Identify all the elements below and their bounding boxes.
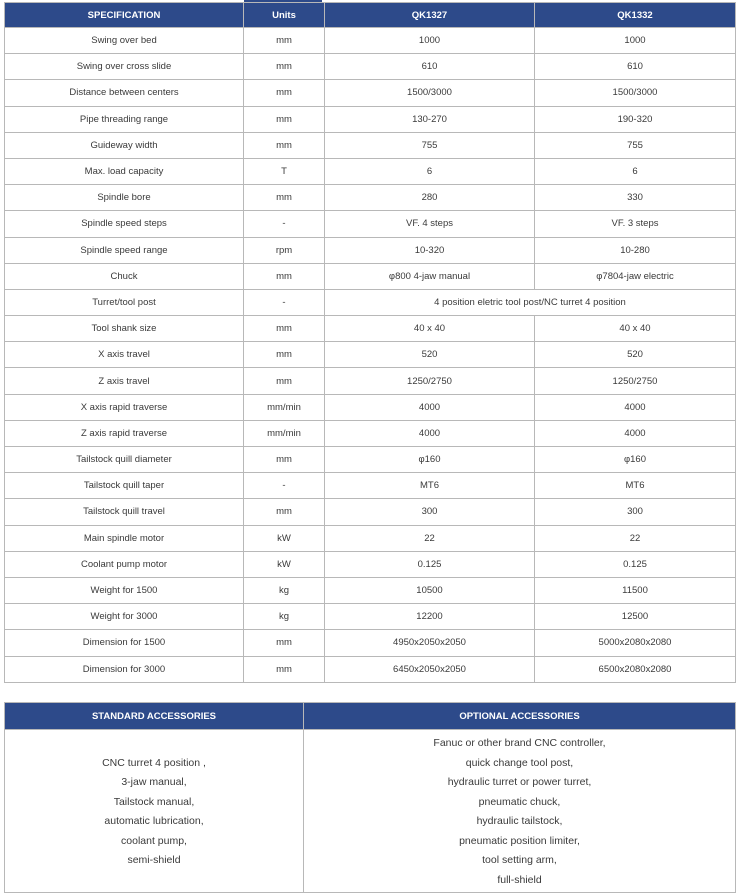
spec-qk1332-cell: 520	[535, 342, 736, 368]
spec-qk1327-cell: 4950x2050x2050	[325, 630, 535, 656]
header-specification: SPECIFICATION	[5, 3, 244, 28]
spec-unit-cell: T	[244, 158, 325, 184]
spec-name-cell: Weight for 3000	[5, 604, 244, 630]
optional-accessory-item: pneumatic chuck,	[478, 795, 561, 808]
table-row	[5, 263, 736, 289]
spec-unit-cell: mm	[244, 80, 325, 106]
optional-accessory-item: hydraulic tailstock,	[476, 815, 563, 827]
spec-qk1332-cell: 6500x2080x2080	[535, 656, 736, 682]
spec-qk1327-cell: 1250/2750	[325, 368, 535, 394]
spec-qk1332-cell: 0.125	[535, 551, 736, 577]
spec-qk1327-cell: 4000	[325, 420, 535, 446]
spec-name-cell: Chuck	[5, 263, 244, 289]
spec-unit-cell: mm	[244, 447, 325, 473]
spec-qk1327-cell: 1000	[325, 28, 535, 54]
spec-qk1327-cell: 6	[325, 158, 535, 184]
spec-qk1327-cell: φ160	[325, 447, 535, 473]
table-row	[5, 447, 736, 473]
header-qk1332: QK1332	[535, 3, 736, 28]
spec-unit-cell: mm	[244, 185, 325, 211]
spec-qk1332-cell: 610	[535, 54, 736, 80]
spec-qk1327-cell: φ800 4-jaw manual	[325, 263, 535, 289]
spec-unit-cell: mm	[244, 106, 325, 132]
spec-unit-cell: kg	[244, 577, 325, 603]
accessories-header-row	[5, 703, 736, 730]
spec-unit-cell: mm	[244, 499, 325, 525]
spec-qk1332-cell: 11500	[535, 577, 736, 603]
spec-unit-cell: mm/min	[244, 394, 325, 420]
table-row	[5, 368, 736, 394]
table-row	[5, 80, 736, 106]
standard-accessory-item: automatic lubrication,	[104, 815, 204, 827]
spec-unit-cell: mm	[244, 316, 325, 342]
spec-merged-value-cell: 4 position eletric tool post/NC turret 4 position	[325, 289, 736, 315]
spec-qk1332-cell: MT6	[535, 473, 736, 499]
standard-accessory-item: Tailstock manual,	[113, 795, 195, 808]
spec-qk1332-cell: 330	[535, 185, 736, 211]
spec-name-cell: Spindle speed steps	[5, 211, 244, 237]
spec-name-cell: Weight for 1500	[5, 577, 244, 603]
spec-qk1327-cell: VF. 4 steps	[325, 211, 535, 237]
table-row	[5, 525, 736, 551]
optional-accessory-item: tool setting arm,	[482, 854, 557, 866]
spec-qk1332-cell: 190-320	[535, 106, 736, 132]
spec-unit-cell: -	[244, 289, 325, 315]
table-row	[5, 28, 736, 54]
spec-unit-cell: rpm	[244, 237, 325, 263]
spec-name-cell: Swing over cross slide	[5, 54, 244, 80]
spec-qk1327-cell: 10500	[325, 577, 535, 603]
specification-table	[4, 2, 736, 683]
spec-qk1332-cell: 1500/3000	[535, 80, 736, 106]
table-row	[5, 316, 736, 342]
standard-accessory-item: 3-jaw manual,	[121, 776, 187, 788]
spec-name-cell: Main spindle motor	[5, 525, 244, 551]
spec-name-cell: Dimension for 3000	[5, 656, 244, 682]
spec-unit-cell: kW	[244, 525, 325, 551]
accessories-row	[5, 730, 736, 893]
spec-qk1332-cell: 300	[535, 499, 736, 525]
spec-qk1332-cell: 5000x2080x2080	[535, 630, 736, 656]
spec-qk1327-cell: 300	[325, 499, 535, 525]
table-row	[5, 106, 736, 132]
table-row	[5, 342, 736, 368]
spec-name-cell: Turret/tool post	[5, 289, 244, 315]
optional-accessory-item: Fanuc or other brand CNC controller,	[433, 737, 606, 749]
spec-unit-cell: -	[244, 473, 325, 499]
spec-unit-cell: mm	[244, 630, 325, 656]
spec-qk1327-cell: 1500/3000	[325, 80, 535, 106]
spec-qk1332-cell: 4000	[535, 420, 736, 446]
spec-qk1332-cell: φ7804-jaw electric	[535, 263, 736, 289]
spec-qk1332-cell: 755	[535, 132, 736, 158]
table-row	[5, 211, 736, 237]
table-row	[5, 604, 736, 630]
spec-header-row	[5, 3, 736, 28]
spec-name-cell: Spindle bore	[5, 185, 244, 211]
table-row	[5, 289, 736, 315]
optional-accessories-list	[304, 730, 736, 893]
table-row	[5, 656, 736, 682]
spec-name-cell: Coolant pump motor	[5, 551, 244, 577]
spec-unit-cell: -	[244, 211, 325, 237]
spec-qk1327-cell: 130-270	[325, 106, 535, 132]
standard-accessory-item: semi-shield	[127, 854, 181, 866]
spec-qk1332-cell: 1000	[535, 28, 736, 54]
spec-unit-cell: mm	[244, 28, 325, 54]
spec-name-cell: Tailstock quill travel	[5, 499, 244, 525]
spec-name-cell: Tool shank size	[5, 316, 244, 342]
spec-qk1327-cell: 280	[325, 185, 535, 211]
spec-qk1327-cell: 12200	[325, 604, 535, 630]
spec-unit-cell: kW	[244, 551, 325, 577]
table-row	[5, 54, 736, 80]
table-row	[5, 551, 736, 577]
table-row	[5, 132, 736, 158]
spec-unit-cell: kg	[244, 604, 325, 630]
table-row	[5, 499, 736, 525]
spec-name-cell: X axis rapid traverse	[5, 394, 244, 420]
spec-name-cell: Guideway width	[5, 132, 244, 158]
spec-name-cell: X axis travel	[5, 342, 244, 368]
spec-unit-cell: mm	[244, 54, 325, 80]
standard-accessory-item: CNC turret 4 position ,	[102, 756, 206, 769]
spec-unit-cell: mm	[244, 132, 325, 158]
spec-qk1332-cell: 12500	[535, 604, 736, 630]
spec-unit-cell: mm	[244, 368, 325, 394]
table-row	[5, 473, 736, 499]
spec-name-cell: Max. load capacity	[5, 158, 244, 184]
spec-name-cell: Pipe threading range	[5, 106, 244, 132]
header-units: Units	[244, 3, 325, 28]
spec-qk1332-cell: 40 x 40	[535, 316, 736, 342]
spec-qk1327-cell: 10-320	[325, 237, 535, 263]
table-row	[5, 394, 736, 420]
optional-accessory-item: pneumatic position limiter,	[459, 834, 580, 847]
spec-name-cell: Distance between centers	[5, 80, 244, 106]
spec-qk1327-cell: 6450x2050x2050	[325, 656, 535, 682]
optional-accessory-item: hydraulic turret or power turret,	[447, 776, 592, 788]
spec-qk1332-cell: 4000	[535, 394, 736, 420]
table-row	[5, 630, 736, 656]
accessories-table	[4, 702, 736, 893]
table-row	[5, 577, 736, 603]
spec-qk1327-cell: 0.125	[325, 551, 535, 577]
spec-qk1332-cell: φ160	[535, 447, 736, 473]
table-row	[5, 185, 736, 211]
spec-qk1332-cell: 6	[535, 158, 736, 184]
spec-unit-cell: mm	[244, 263, 325, 289]
spec-qk1327-cell: MT6	[325, 473, 535, 499]
standard-accessory-item: coolant pump,	[121, 834, 187, 847]
spec-qk1332-cell: 22	[535, 525, 736, 551]
spec-name-cell: Tailstock quill diameter	[5, 447, 244, 473]
spec-unit-cell: mm	[244, 656, 325, 682]
optional-accessory-item: full-shield	[497, 873, 542, 886]
header-qk1327: QK1327	[325, 3, 535, 28]
spec-qk1327-cell: 40 x 40	[325, 316, 535, 342]
optional-accessories-header: OPTIONAL ACCESSORIES	[304, 703, 736, 730]
spec-qk1327-cell: 755	[325, 132, 535, 158]
spec-qk1332-cell: 10-280	[535, 237, 736, 263]
spec-name-cell: Z axis rapid traverse	[5, 420, 244, 446]
spec-name-cell: Dimension for 1500	[5, 630, 244, 656]
standard-accessories-list	[5, 730, 304, 893]
spec-qk1327-cell: 4000	[325, 394, 535, 420]
spec-qk1332-cell: 1250/2750	[535, 368, 736, 394]
table-row	[5, 158, 736, 184]
table-row	[5, 420, 736, 446]
spec-qk1332-cell: VF. 3 steps	[535, 211, 736, 237]
spec-qk1327-cell: 610	[325, 54, 535, 80]
table-row	[5, 237, 736, 263]
spec-unit-cell: mm	[244, 342, 325, 368]
spec-name-cell: Spindle speed range	[5, 237, 244, 263]
spec-qk1327-cell: 520	[325, 342, 535, 368]
spec-name-cell: Swing over bed	[5, 28, 244, 54]
optional-accessory-item: quick change tool post,	[465, 756, 574, 769]
standard-accessories-header: STANDARD ACCESSORIES	[5, 703, 304, 730]
spec-name-cell: Z axis travel	[5, 368, 244, 394]
spec-name-cell: Tailstock quill taper	[5, 473, 244, 499]
spec-unit-cell: mm/min	[244, 420, 325, 446]
spec-qk1327-cell: 22	[325, 525, 535, 551]
